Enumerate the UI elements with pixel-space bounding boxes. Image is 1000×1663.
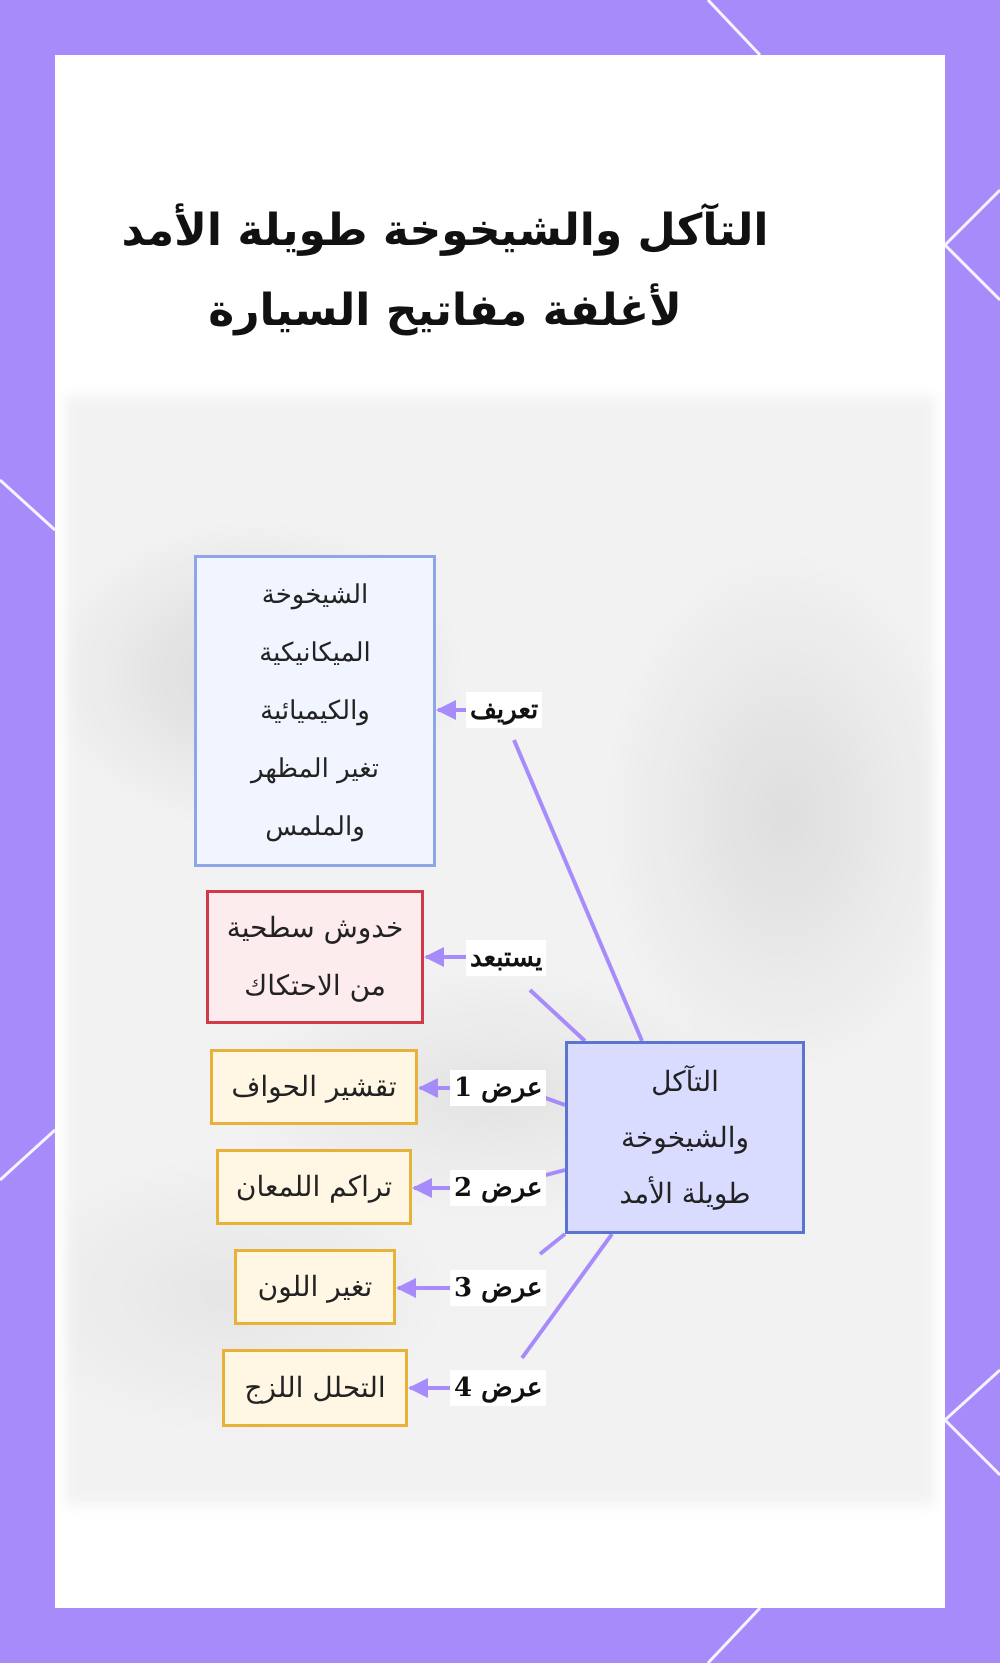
definition-line: والكيميائية [260, 696, 370, 726]
edge-symptom-3 [540, 1234, 565, 1254]
central-node [565, 1041, 805, 1234]
symptom-text: تقشير الحواف [231, 1070, 397, 1103]
exclusion-node [206, 890, 424, 1024]
definition-line: تغير المظهر [250, 754, 380, 784]
symptom-node-1 [210, 1049, 418, 1125]
edge-exclusion [530, 990, 585, 1041]
definition-node [194, 555, 436, 867]
exclusion-line: من الاحتكاك [244, 969, 386, 1002]
exclusion-line: خدوش سطحية [226, 911, 404, 944]
edge-label-symptom-2: عرض 2 [450, 1170, 546, 1206]
diagram-title-line-2: لأغلفة مفاتيح السيارة [208, 285, 682, 336]
diagram-title-line-1: التآكل والشيخوخة طويلة الأمد [121, 205, 769, 256]
symptom-text: تراكم اللمعان [235, 1170, 393, 1203]
edge-label-symptom-1: عرض 1 [450, 1070, 546, 1106]
definition-line: الميكانيكية [259, 638, 371, 668]
edge-label-symptom-3: عرض 3 [450, 1270, 546, 1306]
edge-definition [514, 740, 642, 1041]
symptom-text: التحلل اللزج [244, 1371, 386, 1404]
symptom-node-4 [222, 1349, 408, 1427]
edge-label-exclusion: يستبعد [466, 940, 546, 976]
symptom-text: تغير اللون [257, 1270, 373, 1303]
symptom-node-2 [216, 1149, 412, 1225]
symptom-node-3 [234, 1249, 396, 1325]
edge-label-definition: تعريف [466, 692, 542, 728]
central-line: التآكل [651, 1064, 719, 1098]
edge-label-symptom-4: عرض 4 [450, 1370, 546, 1406]
central-line: والشيخوخة [620, 1120, 750, 1154]
definition-line: والملمس [265, 812, 365, 842]
definition-line: الشيخوخة [261, 580, 369, 610]
central-line: طويلة الأمد [619, 1176, 751, 1210]
